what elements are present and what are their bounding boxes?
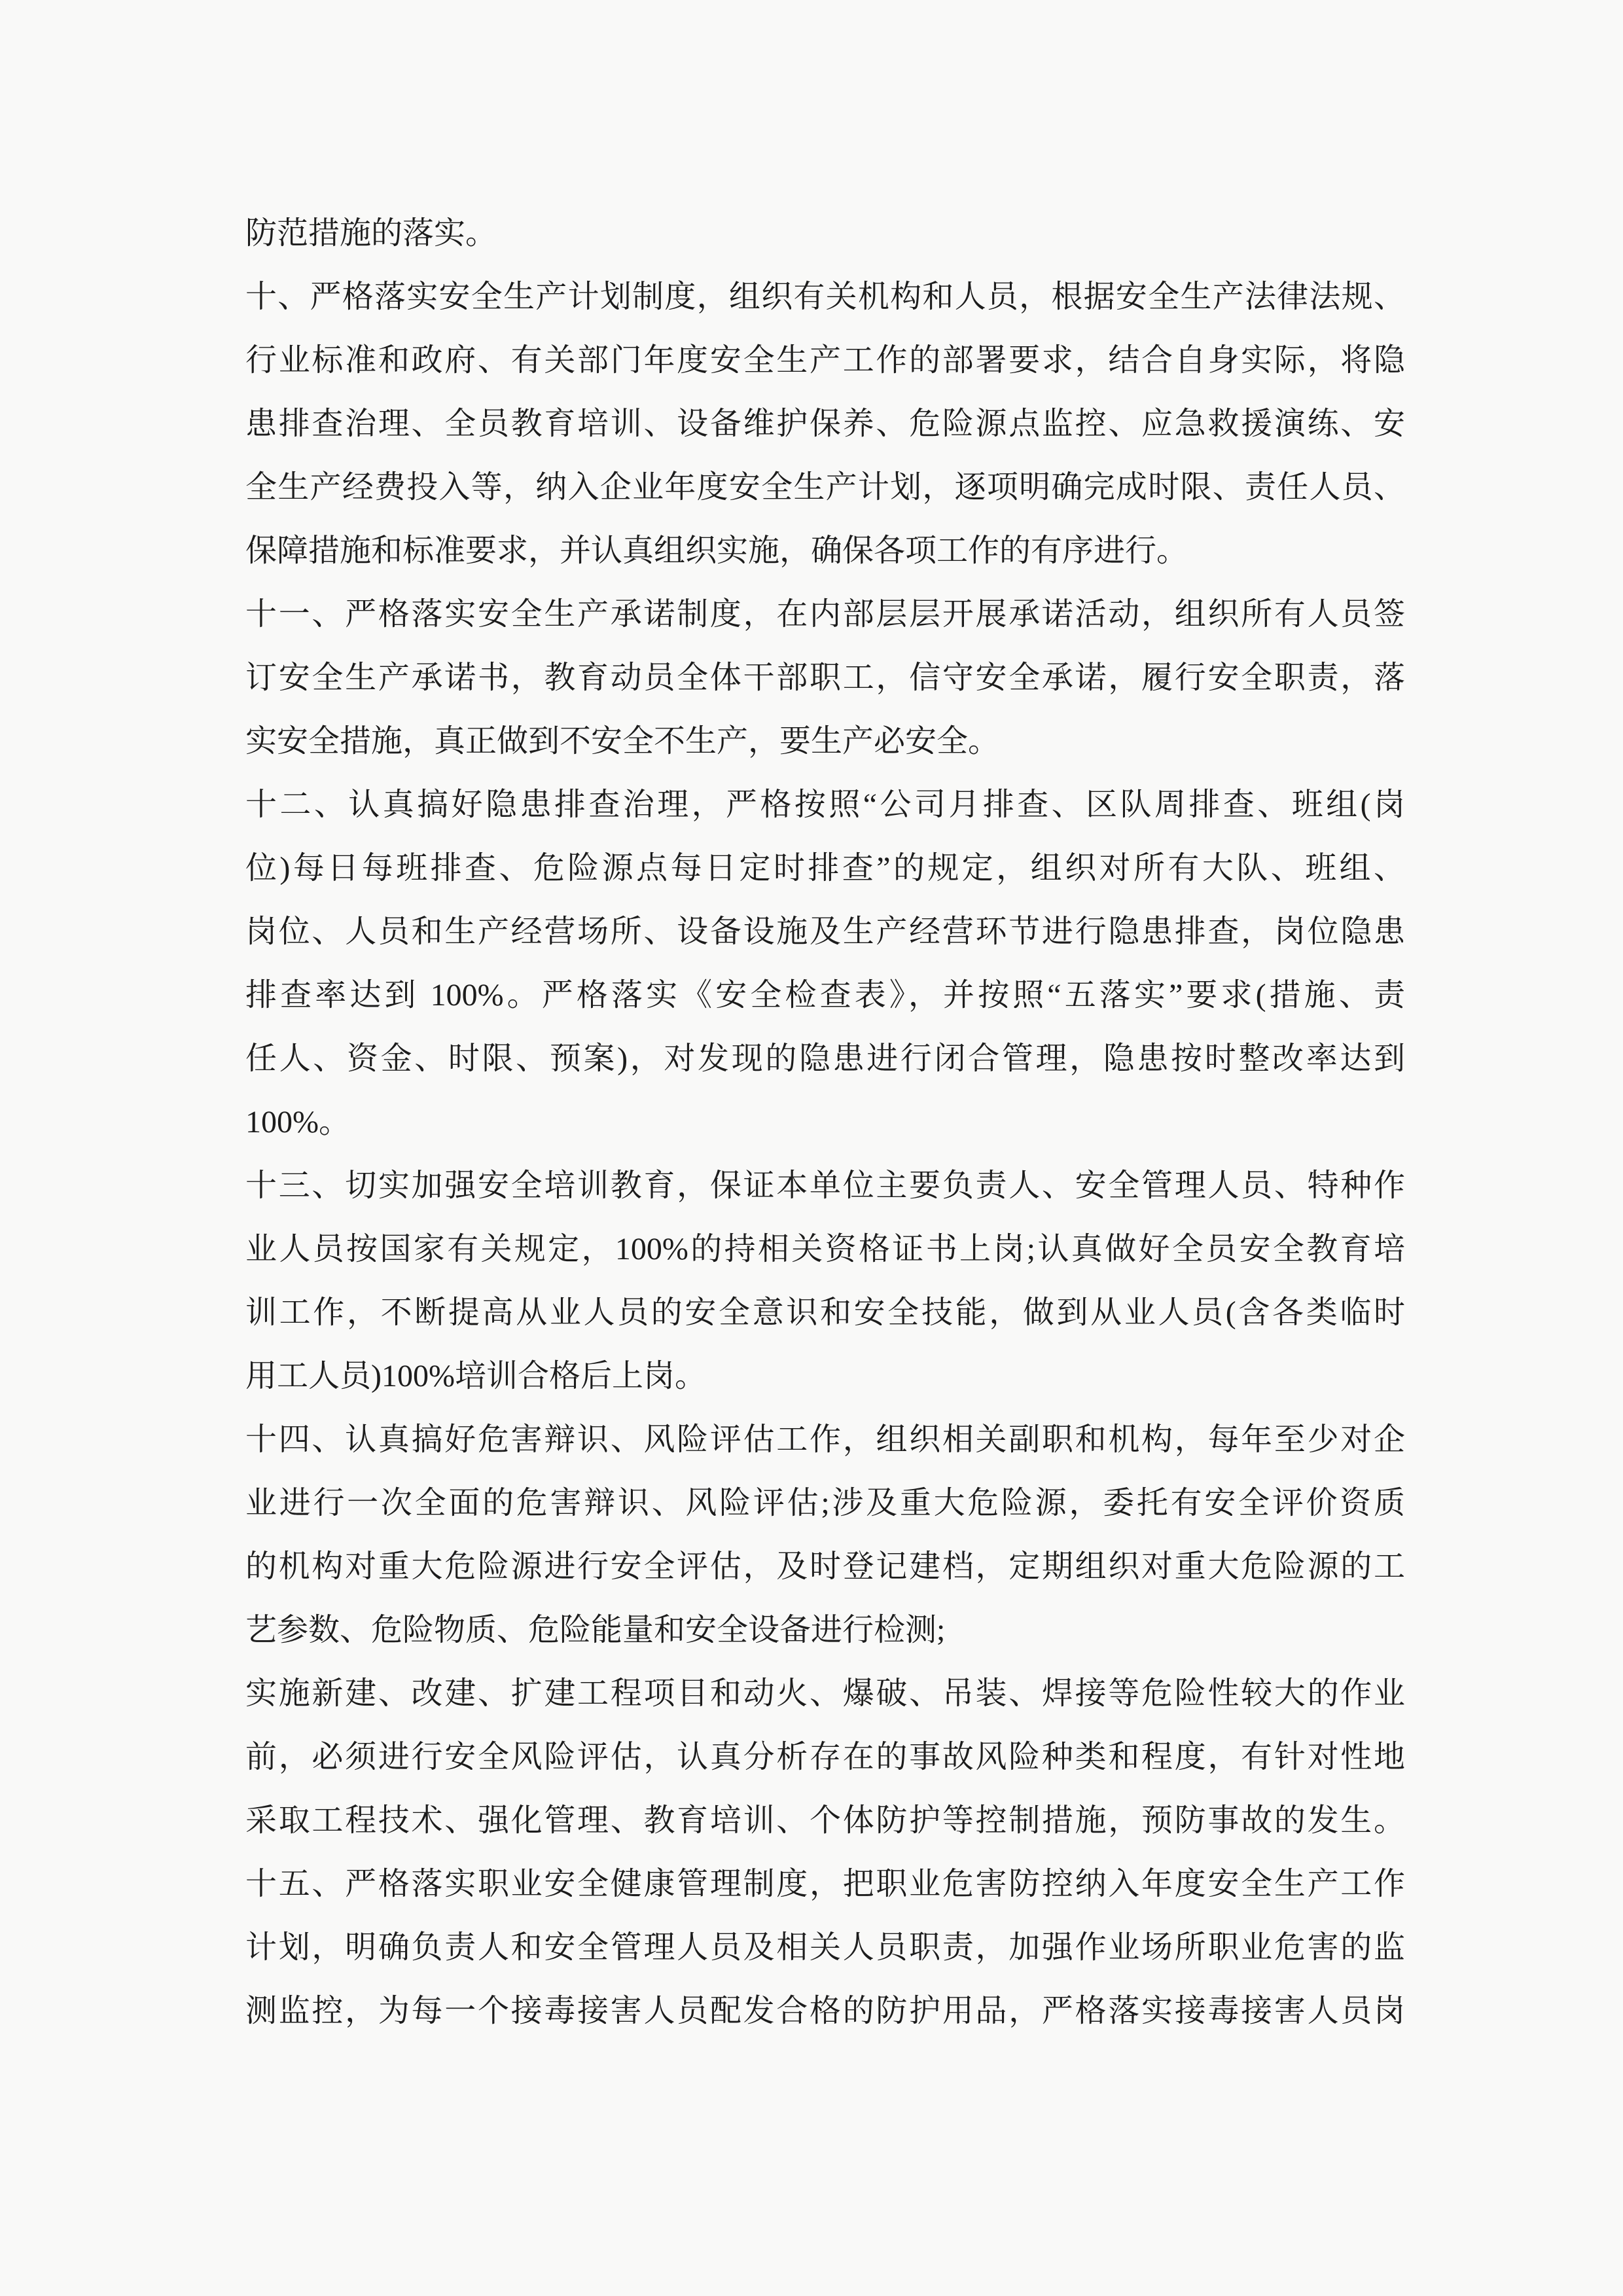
text-line: 前，必须进行安全风险评估，认真分析存在的事故风险种类和程度，有针对性地 xyxy=(245,1740,1405,1774)
text-line: 采取工程技术、强化管理、教育培训、个体防护等控制措施，预防事故的发生。 xyxy=(245,1803,1405,1838)
text-line: 位)每日每班排查、危险源点每日定时排查”的规定，组织对所有大队、班组、 xyxy=(245,851,1405,886)
text-line: 十四、认真搞好危害辩识、风险评估工作，组织相关副职和机构，每年至少对企 xyxy=(245,1422,1405,1457)
text-line: 行业标准和政府、有关部门年度安全生产工作的部署要求，结合自身实际，将隐 xyxy=(245,343,1405,378)
text-line: 排查率达到 100%。严格落实《安全检查表》，并按照“五落实”要求(措施、责 xyxy=(245,978,1405,1013)
text-line: 训工作，不断提高从业人员的安全意识和安全技能，做到从业人员(含各类临时 xyxy=(245,1295,1405,1330)
text-line: 计划，明确负责人和安全管理人员及相关人员职责，加强作业场所职业危害的监 xyxy=(245,1930,1405,1965)
text-line: 十五、严格落实职业安全健康管理制度，把职业危害防控纳入年度安全生产工作 xyxy=(245,1867,1405,1901)
text-line: 十、严格落实安全生产计划制度，组织有关机构和人员，根据安全生产法律法规、 xyxy=(245,279,1405,314)
text-line: 业进行一次全面的危害辩识、风险评估;涉及重大危险源，委托有安全评价资质 xyxy=(245,1486,1405,1520)
text-block xyxy=(245,202,1405,2043)
text-line: 全生产经费投入等，纳入企业年度安全生产计划，逐项明确完成时限、责任人员、 xyxy=(245,470,1405,505)
text-line: 测监控，为每一个接毒接害人员配发合格的防护用品，严格落实接毒接害人员岗 xyxy=(245,1994,1405,2028)
text-line: 实安全措施，真正做到不安全不生产，要生产必安全。 xyxy=(245,724,1000,759)
text-line: 艺参数、危险物质、危险能量和安全设备进行检测; xyxy=(245,1613,946,1647)
text-line: 患排查治理、全员教育培训、设备维护保养、危险源点监控、应急救援演练、安 xyxy=(245,406,1405,441)
text-line: 订安全生产承诺书，教育动员全体干部职工，信守安全承诺，履行安全职责，落 xyxy=(245,660,1405,695)
text-line: 防范措施的落实。 xyxy=(245,216,497,251)
text-line: 十二、认真搞好隐患排查治理，严格按照“公司月排查、区队周排查、班组(岗 xyxy=(245,787,1405,822)
text-line: 业人员按国家有关规定，100%的持相关资格证书上岗;认真做好全员安全教育培 xyxy=(245,1232,1405,1266)
text-line: 保障措施和标准要求，并认真组织实施，确保各项工作的有序进行。 xyxy=(245,533,1188,568)
text-line: 实施新建、改建、扩建工程项目和动火、爆破、吊装、焊接等危险性较大的作业 xyxy=(245,1676,1405,1711)
text-line: 十一、严格落实安全生产承诺制度，在内部层层开展承诺活动，组织所有人员签 xyxy=(245,597,1405,632)
text-line: 用工人员)100%培训合格后上岗。 xyxy=(245,1359,706,1393)
text-line: 的机构对重大危险源进行安全评估，及时登记建档，定期组织对重大危险源的工 xyxy=(245,1549,1405,1584)
text-line: 任人、资金、时限、预案)，对发现的隐患进行闭合管理，隐患按时整改率达到 xyxy=(245,1041,1405,1076)
text-line: 岗位、人员和生产经营场所、设备设施及生产经营环节进行隐患排查，岗位隐患 xyxy=(245,914,1405,949)
text-line: 100%。 xyxy=(245,1105,350,1139)
text-line: 十三、切实加强安全培训教育，保证本单位主要负责人、安全管理人员、特种作 xyxy=(245,1168,1405,1203)
